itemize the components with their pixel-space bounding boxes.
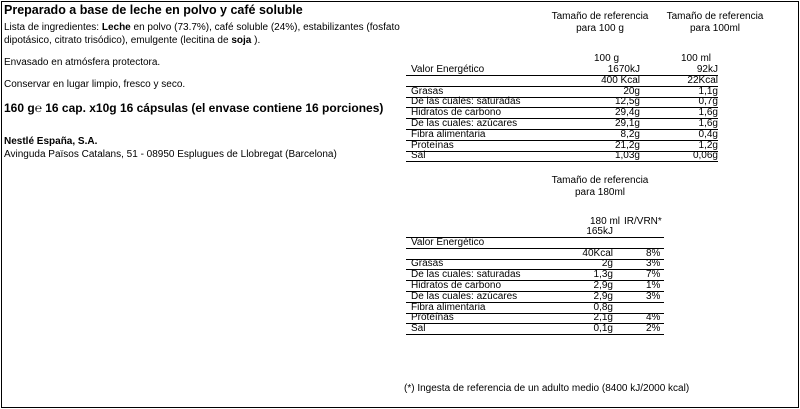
t1-row-value-2: 22Kcal [687, 74, 718, 86]
t2-row-label: De las cuales: azúcares [411, 290, 518, 302]
t1-row-label: De las cuales: azúcares [411, 118, 518, 129]
t2-row-value-1: 0,8g [593, 301, 613, 313]
t2-unit-col2: IR/VRN* [624, 216, 662, 227]
t1-row-label: De las cuales: saturadas [411, 96, 521, 108]
t1-header-col1-line1: Tamaño de referencia [551, 11, 649, 22]
net-weight: 160 g [4, 101, 35, 115]
ingredients-mid: en polvo (73.7%), café soluble (24%), estabilizantes (fosfato [130, 22, 400, 33]
t2-header-line2: para 180ml [574, 187, 626, 198]
t1-row-label: Grasas [411, 85, 444, 97]
t1-unit-col1: 100 g [594, 53, 620, 64]
t1-row-label: Fibra alimentaria [411, 128, 486, 140]
t1-row-value-1: 400 Kcal [601, 74, 640, 86]
t2-row-value-2: 7% [646, 269, 661, 281]
t2-row-label: Valor Energético [411, 236, 485, 248]
ingredient-milk: Leche [101, 22, 131, 33]
t1-row-value-1: 8,2g [620, 128, 640, 140]
ingredients-line-1 [4, 22, 400, 34]
t2-row-value-2: 8% [646, 247, 661, 259]
t1-row-label: Sal [411, 150, 426, 162]
t1-row-label: Valor Energético [411, 64, 485, 75]
t2-row-value-1: 2,1g [593, 312, 613, 324]
t2-row-value-2: 1% [646, 280, 661, 291]
t1-row-value-1: 1670kJ [607, 64, 640, 75]
t1-row-label: Hidratos de carbono [411, 107, 502, 119]
t1-row-value-2: 92kJ [696, 64, 718, 75]
t2-row-label: De las cuales: saturadas [411, 269, 521, 281]
footnote: (*) Ingesta de referencia de un adulto medio (8400 kJ/2000 kcal) [404, 383, 690, 394]
t2-row-label: Grasas [411, 258, 444, 270]
t2-row-label: Fibra alimentaria [411, 301, 486, 313]
t2-row-label: Hidratos de carbono [411, 280, 502, 291]
packaging-note: Envasado en atmósfera protectora. [4, 57, 161, 68]
t2-unit-col1: 180 ml [590, 216, 621, 227]
t2-row-value-1: 2,9g [593, 280, 613, 291]
t2-row-value-1: 2,9g [593, 290, 613, 302]
t1-row-rule [406, 161, 718, 162]
company-address: Avinguda Països Catalans, 51 - 08950 Esplugues de Llobregat (Barcelona) [4, 149, 337, 160]
t1-header-col2-line1: Tamaño de referencia [666, 11, 764, 22]
t1-row-value-1: 1,03g [614, 150, 640, 162]
t2-row-value-1: 165kJ [586, 226, 613, 237]
t1-row-value-1: 29,1g [614, 118, 640, 129]
t2-row-value-1: 1,3g [593, 269, 613, 281]
t1-row-value-2: 1,2g [698, 139, 718, 151]
t1-header-col2-line2: para 100ml [689, 23, 741, 34]
product-title: Preparado a base de leche en polvo y café soluble [4, 3, 303, 17]
t2-row-value-2: 3% [646, 258, 661, 270]
t1-row-label: Proteínas [411, 139, 454, 151]
t1-row-value-2: 1,1g [698, 85, 718, 97]
ingredients-end: ). [251, 35, 261, 46]
storage-note: Conservar en lugar limpio, fresco y seco. [4, 79, 186, 90]
t1-row-value-2: 0,06g [692, 150, 718, 162]
t1-row-value-2: 1,6g [698, 107, 718, 119]
t1-row-value-1: 21,2g [614, 139, 640, 151]
t2-row-value-1: 2g [601, 258, 613, 270]
t2-row-rule [406, 334, 664, 335]
estimated-sign-icon: ℮ [34, 101, 42, 115]
t2-row-label: Sal [411, 323, 426, 335]
company-name: Nestlé España, S.A. [4, 136, 98, 147]
package-weight-line [4, 101, 383, 115]
t1-row-value-1: 12,5g [614, 96, 640, 108]
t2-row-label: Proteínas [411, 312, 454, 324]
ingredient-soy: soja [231, 35, 252, 46]
t2-row-value-1: 40Kcal [582, 247, 613, 259]
t1-row-value-2: 0,4g [698, 128, 718, 140]
ingredients-line-2 [4, 35, 260, 47]
t1-row-value-1: 29,4g [614, 107, 640, 119]
t1-row-value-2: 1,6g [698, 118, 718, 129]
t1-row-value-1: 20g [623, 85, 640, 97]
package-content: 16 cap. x10g 16 cápsulas (el envase contiene 16 porciones) [45, 101, 384, 115]
ingredients-line-2-text: dipotásico, citrato trisódico), emulgente (lecitina de [4, 35, 232, 46]
t2-row-value-2: 3% [646, 290, 661, 302]
t1-row-value-2: 0,7g [698, 96, 718, 108]
t2-row-value-2: 4% [646, 312, 661, 324]
ingredients-prefix: Lista de ingredientes: [4, 22, 102, 33]
t1-unit-col2: 100 ml [681, 53, 712, 64]
t2-header-line1: Tamaño de referencia [551, 175, 649, 186]
t2-row-value-2: 2% [646, 323, 661, 335]
t2-row-value-1: 0,1g [593, 323, 613, 335]
t1-header-col1-line2: para 100 g [576, 23, 624, 34]
